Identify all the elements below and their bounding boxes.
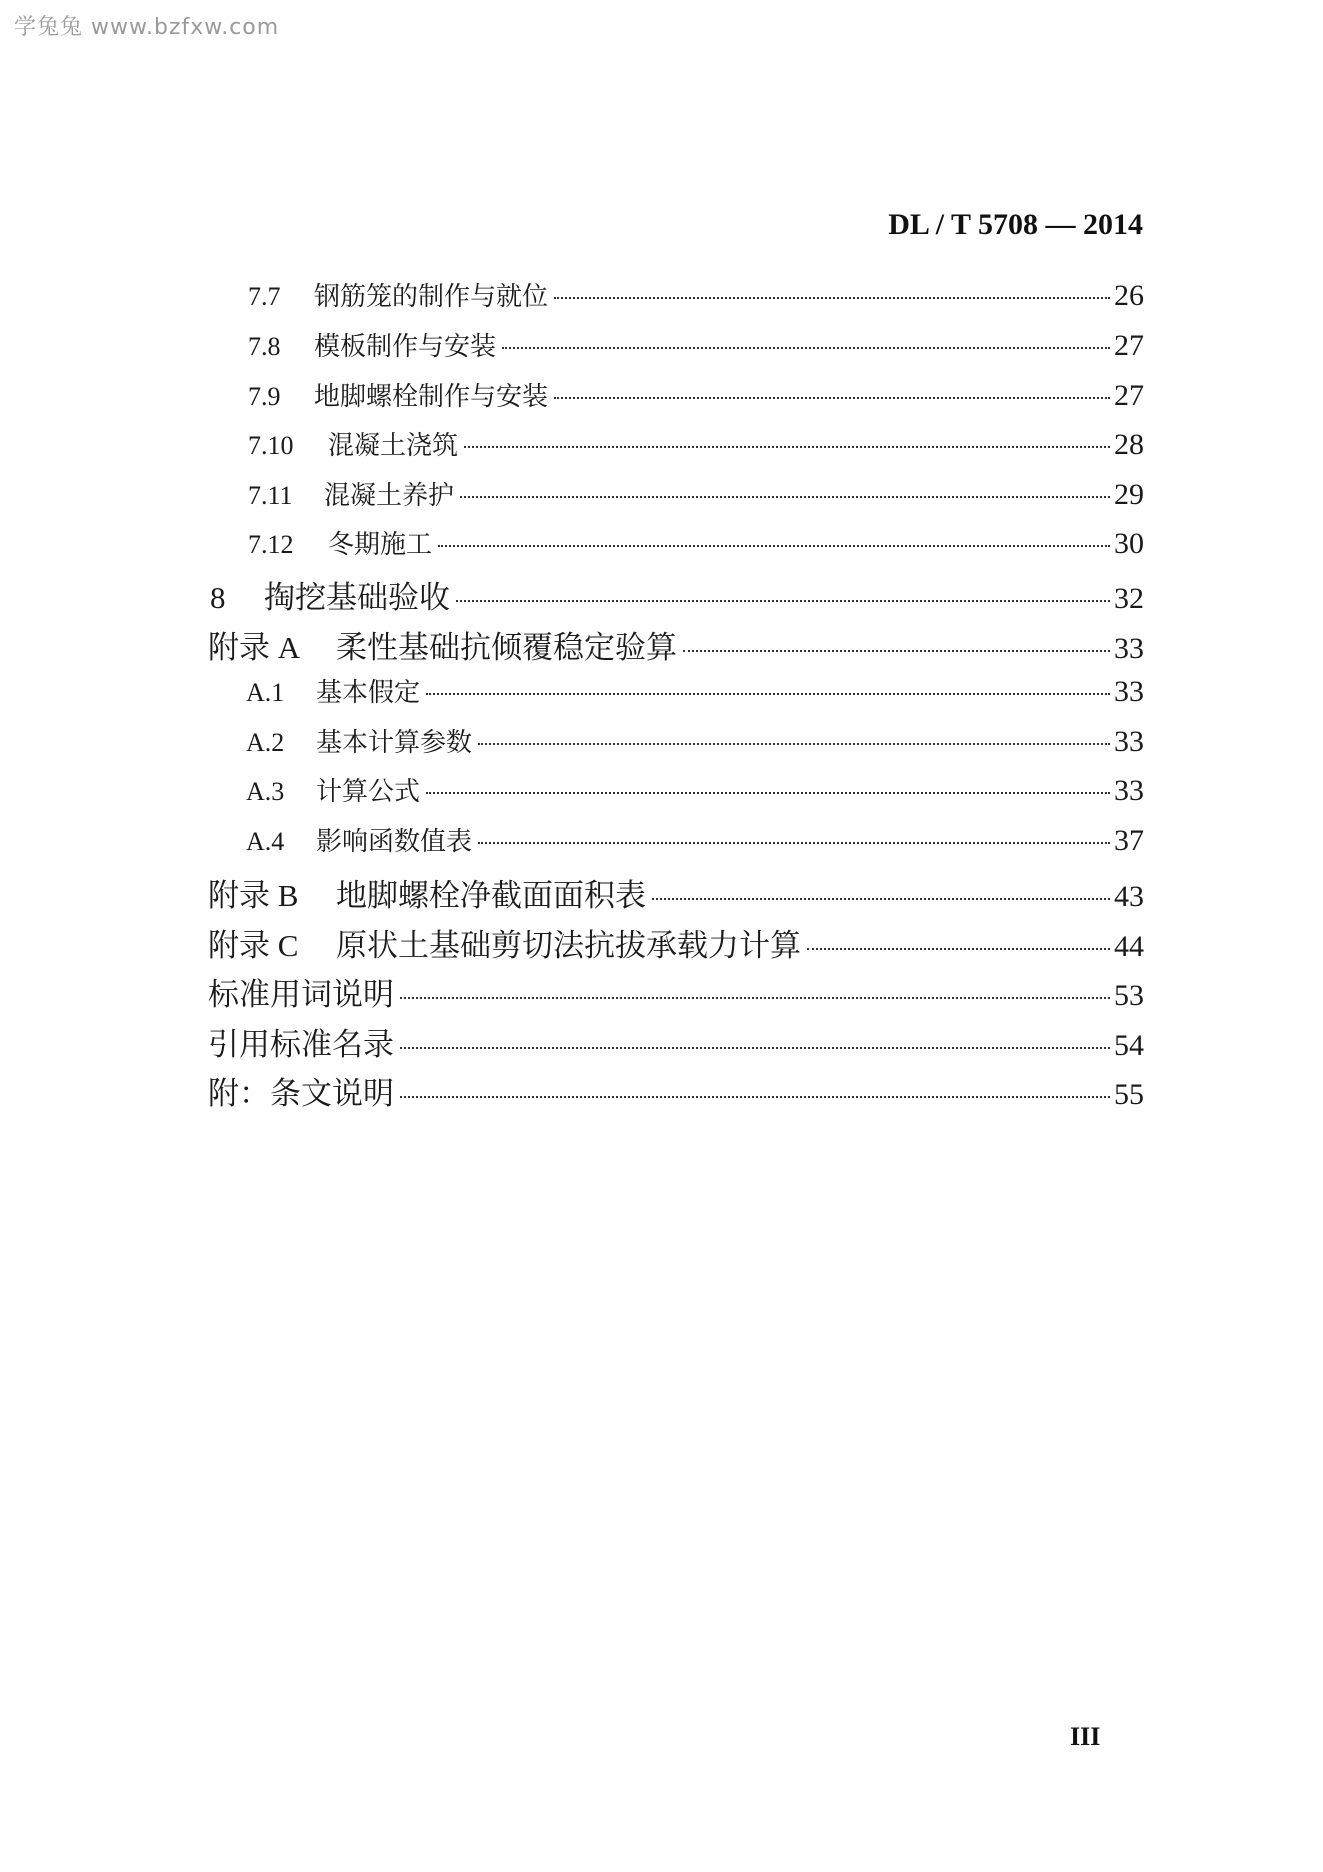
- toc-entry[interactable]: [208, 1019, 1144, 1064]
- toc-entry-title: 影响函数值表: [316, 827, 473, 857]
- toc-entry-number: A.4: [246, 827, 285, 856]
- toc-entry-page: 27: [1114, 379, 1144, 412]
- toc-leader-dots: [426, 792, 1110, 794]
- toc-entry[interactable]: [208, 920, 1144, 965]
- toc-entry-page: 26: [1114, 279, 1144, 312]
- toc-entry[interactable]: [246, 672, 1144, 709]
- toc-entry-title: 原状土基础剪切法抗拔承载力计算: [336, 928, 801, 964]
- toc-entry-title: 基本假定: [316, 678, 421, 708]
- toc-entry-title: 冬期施工: [328, 530, 433, 560]
- toc-entry-page: 54: [1114, 1029, 1144, 1062]
- toc-entry[interactable]: [246, 771, 1144, 808]
- toc-entry-title: 附：条文说明: [208, 1076, 394, 1112]
- toc-entry-title: 钢筋笼的制作与就位: [314, 282, 549, 312]
- toc-entry-title: 掏挖基础验收: [264, 580, 450, 616]
- toc-leader-dots: [478, 743, 1110, 745]
- toc-entry-page: 44: [1114, 930, 1144, 963]
- toc-entry[interactable]: [248, 276, 1144, 313]
- toc-leader-dots: [554, 397, 1110, 399]
- toc-entry-number: 附录 B: [208, 878, 299, 913]
- toc-entry-title: 混凝土养护: [324, 481, 455, 511]
- toc-entry-page: 37: [1114, 824, 1144, 857]
- toc-leader-dots: [438, 545, 1110, 547]
- toc-leader-dots: [554, 297, 1110, 299]
- toc-entry-title: 混凝土浇筑: [328, 431, 459, 461]
- toc-leader-dots: [460, 496, 1110, 498]
- toc-entry[interactable]: [248, 475, 1144, 512]
- standard-number: DL / T 5708 — 2014: [888, 208, 1143, 241]
- toc-entry[interactable]: [246, 821, 1144, 858]
- toc-leader-dots: [464, 446, 1110, 448]
- toc-entry-page: 43: [1114, 880, 1144, 913]
- toc-entry[interactable]: [248, 376, 1144, 413]
- toc-leader-dots: [456, 600, 1110, 602]
- toc-entry-number: A.3: [246, 777, 285, 806]
- toc-entry[interactable]: [208, 969, 1144, 1014]
- toc-entry-number: A.2: [246, 728, 285, 757]
- toc-entry-title: 计算公式: [316, 777, 421, 807]
- toc-entry[interactable]: [248, 524, 1144, 561]
- toc-leader-dots: [400, 997, 1110, 999]
- toc-entry-page: 28: [1114, 428, 1144, 461]
- toc-entry-title: 引用标准名录: [208, 1027, 394, 1063]
- toc-entry-page: 33: [1114, 725, 1144, 758]
- toc-entry-number: 7.11: [248, 481, 293, 510]
- page-number: III: [1070, 1722, 1101, 1751]
- toc-entry-page: 53: [1114, 979, 1144, 1012]
- toc-entry-page: 33: [1114, 675, 1144, 708]
- toc-entry-title: 地脚螺栓净截面面积表: [336, 878, 646, 914]
- toc-entry-title: 柔性基础抗倾覆稳定验算: [336, 630, 677, 666]
- toc-entry-number: A.1: [246, 678, 285, 707]
- toc-entry-page: 29: [1114, 478, 1144, 511]
- toc-entry-number: 附录 A: [208, 630, 301, 665]
- toc-entry[interactable]: [248, 326, 1144, 363]
- watermark: 学兔兔 www.bzfxw.com: [14, 15, 280, 40]
- toc-leader-dots: [400, 1096, 1110, 1098]
- toc-entry[interactable]: [248, 425, 1144, 462]
- toc-entry-page: 32: [1114, 582, 1144, 615]
- toc-entry-page: 27: [1114, 329, 1144, 362]
- toc-entry[interactable]: [208, 622, 1144, 667]
- toc-entry-title: 基本计算参数: [316, 728, 473, 758]
- toc-entry[interactable]: [208, 1068, 1144, 1113]
- toc-leader-dots: [426, 693, 1110, 695]
- toc-leader-dots: [400, 1047, 1110, 1049]
- toc-entry-number: 7.8: [248, 332, 281, 361]
- toc-entry[interactable]: [208, 870, 1144, 915]
- toc-leader-dots: [478, 842, 1110, 844]
- toc-leader-dots: [502, 347, 1110, 349]
- toc-entry[interactable]: [246, 722, 1144, 759]
- toc-entry-page: 55: [1114, 1078, 1144, 1111]
- toc-entry-number: 附录 C: [208, 928, 299, 963]
- toc-entry-number: 7.12: [248, 530, 294, 559]
- toc-entry-title: 标准用词说明: [208, 977, 394, 1013]
- toc-entry-page: 30: [1114, 527, 1144, 560]
- toc-entry-number: 8: [210, 580, 226, 615]
- toc-entry-title: 地脚螺栓制作与安装: [314, 382, 549, 412]
- toc-entry-number: 7.10: [248, 431, 294, 460]
- toc-leader-dots: [652, 898, 1110, 900]
- toc-leader-dots: [807, 948, 1110, 950]
- toc-entry[interactable]: [210, 572, 1144, 617]
- toc-entry-page: 33: [1114, 774, 1144, 807]
- toc-entry-number: 7.9: [248, 382, 281, 411]
- toc-leader-dots: [683, 650, 1110, 652]
- toc-entry-page: 33: [1114, 632, 1144, 665]
- toc-entry-number: 7.7: [248, 282, 281, 311]
- toc-entry-title: 模板制作与安装: [314, 332, 497, 362]
